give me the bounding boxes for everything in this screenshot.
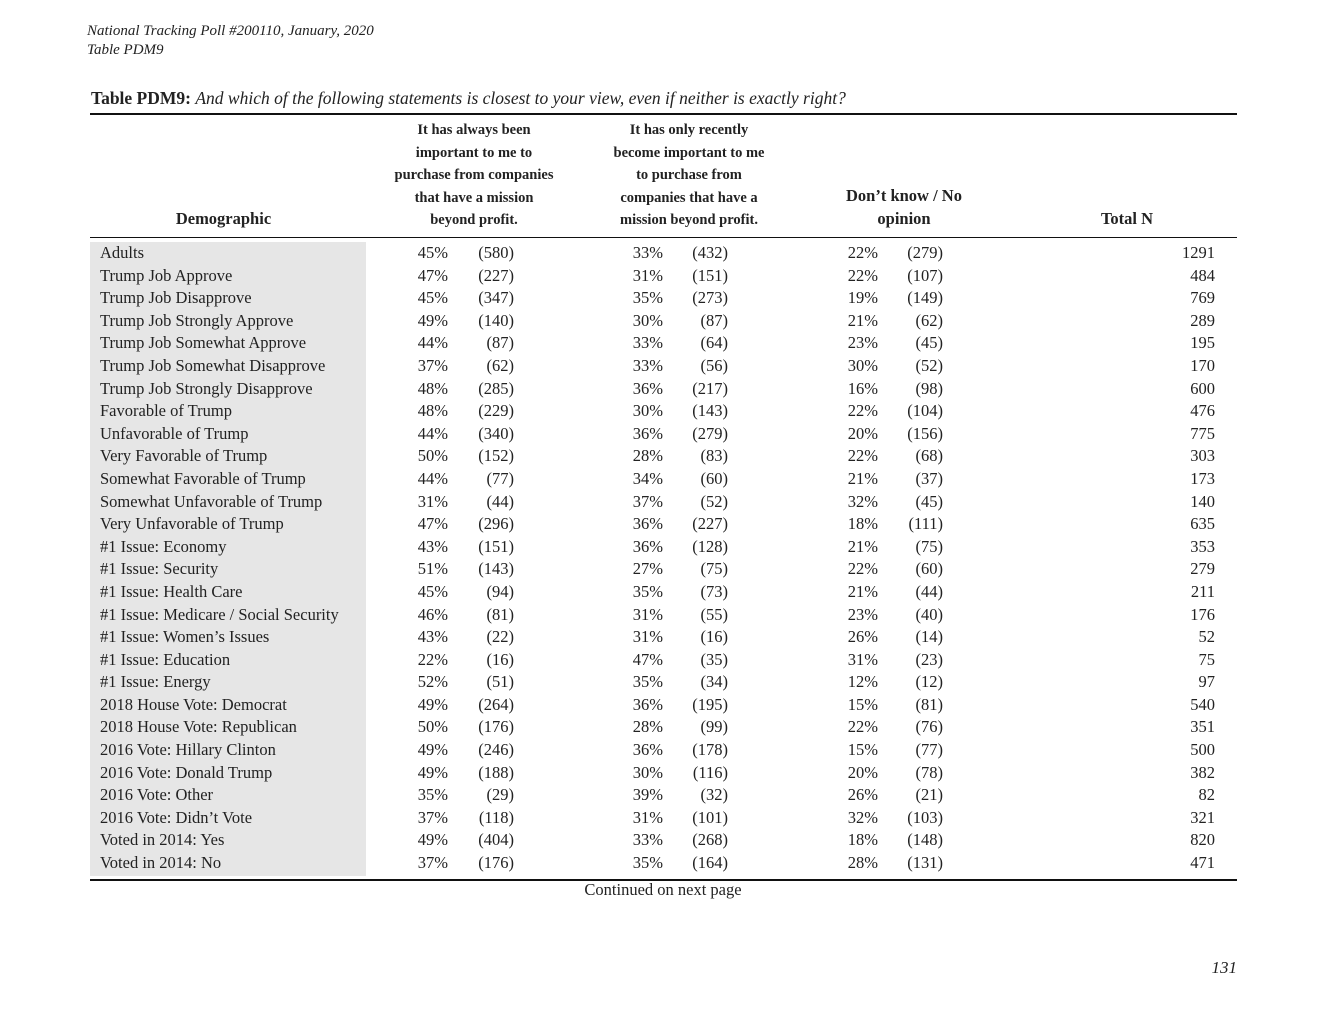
total-n: 82	[1198, 785, 1215, 805]
always-percent: 52%	[417, 672, 448, 692]
table-row	[0, 807, 1320, 830]
dontknow-percent: 28%	[847, 853, 878, 873]
dontknow-percent: 18%	[847, 830, 878, 850]
recently-count: (35)	[700, 649, 728, 669]
dontknow-count: (62)	[915, 310, 943, 330]
dontknow-percent: 32%	[847, 491, 878, 511]
table-row	[0, 355, 1320, 378]
recently-count: (52)	[700, 491, 728, 511]
demographic-label: Trump Job Strongly Approve	[100, 310, 294, 330]
header-rule	[90, 237, 1237, 238]
table-row	[0, 626, 1320, 649]
total-n: 289	[1190, 310, 1215, 330]
dontknow-percent: 26%	[847, 627, 878, 647]
always-percent: 51%	[417, 559, 448, 579]
dontknow-percent: 21%	[847, 468, 878, 488]
table-row	[0, 581, 1320, 604]
always-percent: 45%	[417, 288, 448, 308]
table-row	[0, 242, 1320, 265]
always-count: (246)	[478, 740, 514, 760]
always-percent: 49%	[417, 830, 448, 850]
always-percent: 43%	[417, 627, 448, 647]
always-count: (151)	[478, 536, 514, 556]
recently-count: (73)	[700, 581, 728, 601]
recently-percent: 37%	[632, 491, 663, 511]
always-count: (404)	[478, 830, 514, 850]
recently-count: (273)	[692, 288, 728, 308]
table-row	[0, 852, 1320, 875]
dontknow-count: (21)	[915, 785, 943, 805]
dontknow-percent: 15%	[847, 694, 878, 714]
always-percent: 37%	[417, 355, 448, 375]
table-row	[0, 445, 1320, 468]
table-row	[0, 491, 1320, 514]
recently-count: (34)	[700, 672, 728, 692]
dontknow-percent: 20%	[847, 423, 878, 443]
total-n: 484	[1190, 265, 1215, 285]
table-row	[0, 332, 1320, 355]
dontknow-count: (131)	[907, 853, 943, 873]
caption-question: And which of the following statements is closest to your view, even if neither is exactly right?	[195, 88, 846, 108]
dontknow-count: (149)	[907, 288, 943, 308]
header-demographic: Demographic	[175, 209, 272, 228]
always-percent: 43%	[417, 536, 448, 556]
demographic-label: #1 Issue: Economy	[100, 536, 227, 556]
total-n: 600	[1190, 378, 1215, 398]
demographic-label: Trump Job Somewhat Approve	[100, 333, 307, 353]
dontknow-count: (103)	[907, 807, 943, 827]
table-row	[0, 671, 1320, 694]
demographic-label: 2016 Vote: Hillary Clinton	[100, 740, 276, 760]
total-n: 279	[1190, 559, 1215, 579]
total-n: 476	[1190, 401, 1215, 421]
demographic-label: Somewhat Favorable of Trump	[100, 468, 306, 488]
dontknow-percent: 23%	[847, 333, 878, 353]
total-n: 173	[1190, 468, 1215, 488]
recently-count: (151)	[692, 265, 728, 285]
recently-percent: 36%	[632, 740, 663, 760]
always-count: (87)	[486, 333, 514, 353]
dontknow-percent: 22%	[847, 265, 878, 285]
running-head	[87, 22, 374, 60]
recently-percent: 34%	[632, 468, 663, 488]
always-percent: 49%	[417, 740, 448, 760]
recently-percent: 27%	[632, 559, 663, 579]
dontknow-percent: 32%	[847, 807, 878, 827]
header-dont-know: Don’t know / No opinion	[846, 186, 962, 228]
dontknow-percent: 22%	[847, 559, 878, 579]
demographic-label: #1 Issue: Health Care	[100, 581, 243, 601]
always-count: (176)	[478, 717, 514, 737]
dontknow-count: (156)	[907, 423, 943, 443]
recently-percent: 36%	[632, 423, 663, 443]
table-body	[0, 242, 1320, 875]
table-row	[0, 400, 1320, 423]
always-percent: 46%	[417, 604, 448, 624]
recently-percent: 31%	[632, 807, 663, 827]
table-row	[0, 829, 1320, 852]
total-n: 52	[1198, 627, 1215, 647]
always-percent: 45%	[417, 581, 448, 601]
always-count: (94)	[486, 581, 514, 601]
recently-percent: 39%	[632, 785, 663, 805]
always-percent: 44%	[417, 468, 448, 488]
dontknow-percent: 16%	[847, 378, 878, 398]
recently-percent: 33%	[632, 355, 663, 375]
total-n: 635	[1190, 514, 1215, 534]
always-count: (264)	[478, 694, 514, 714]
dontknow-percent: 21%	[847, 536, 878, 556]
always-count: (81)	[486, 604, 514, 624]
recently-percent: 35%	[632, 853, 663, 873]
total-n: 1291	[1182, 243, 1215, 262]
table-row	[0, 739, 1320, 762]
recently-count: (16)	[700, 627, 728, 647]
always-count: (152)	[478, 446, 514, 466]
table-row	[0, 468, 1320, 491]
dontknow-count: (111)	[908, 514, 943, 534]
total-n: 211	[1190, 581, 1215, 601]
recently-percent: 28%	[632, 717, 663, 737]
dontknow-count: (98)	[915, 378, 943, 398]
always-percent: 44%	[417, 333, 448, 353]
demographic-label: Trump Job Somewhat Disapprove	[100, 355, 326, 375]
demographic-label: #1 Issue: Education	[100, 649, 231, 669]
recently-percent: 30%	[632, 401, 663, 421]
always-percent: 49%	[417, 762, 448, 782]
table-row	[0, 558, 1320, 581]
dontknow-percent: 18%	[847, 514, 878, 534]
always-percent: 49%	[417, 310, 448, 330]
recently-count: (268)	[692, 830, 728, 850]
recently-percent: 36%	[632, 514, 663, 534]
recently-count: (178)	[692, 740, 728, 760]
recently-percent: 31%	[632, 604, 663, 624]
table-row	[0, 513, 1320, 536]
recently-count: (55)	[700, 604, 728, 624]
dontknow-count: (45)	[915, 491, 943, 511]
always-count: (118)	[478, 807, 514, 827]
total-n: 820	[1190, 830, 1215, 850]
total-n: 351	[1190, 717, 1215, 737]
recently-percent: 36%	[632, 378, 663, 398]
recently-count: (143)	[692, 401, 728, 421]
recently-count: (116)	[692, 762, 728, 782]
total-n: 195	[1190, 333, 1215, 353]
dontknow-percent: 19%	[847, 288, 878, 308]
always-count: (296)	[478, 514, 514, 534]
continued-note: Continued on next page	[584, 880, 742, 899]
recently-percent: 30%	[632, 310, 663, 330]
dontknow-count: (78)	[915, 762, 943, 782]
recently-percent: 31%	[632, 265, 663, 285]
always-percent: 50%	[417, 446, 448, 466]
dontknow-percent: 20%	[847, 762, 878, 782]
total-n: 75	[1198, 649, 1215, 669]
total-n: 140	[1190, 491, 1215, 511]
recently-percent: 35%	[632, 581, 663, 601]
recently-count: (432)	[692, 243, 728, 262]
table-row	[0, 536, 1320, 559]
recently-percent: 35%	[632, 672, 663, 692]
recently-count: (60)	[700, 468, 728, 488]
demographic-label: Trump Job Approve	[100, 265, 233, 285]
demographic-label: Voted in 2014: Yes	[100, 830, 225, 850]
table-row	[0, 287, 1320, 310]
recently-count: (32)	[700, 785, 728, 805]
poll-title: National Tracking Poll #200110, January, 2020	[87, 23, 374, 39]
always-count: (44)	[486, 491, 514, 511]
recently-percent: 47%	[632, 649, 663, 669]
demographic-label: Unfavorable of Trump	[100, 423, 249, 443]
recently-percent: 36%	[632, 536, 663, 556]
recently-percent: 33%	[632, 243, 663, 262]
dontknow-percent: 31%	[847, 649, 878, 669]
caption-label: Table PDM9:	[91, 88, 191, 108]
always-count: (16)	[486, 649, 514, 669]
dontknow-count: (75)	[915, 536, 943, 556]
dontknow-percent: 22%	[847, 717, 878, 737]
dontknow-count: (279)	[907, 243, 943, 262]
recently-count: (217)	[692, 378, 728, 398]
demographic-label: Very Favorable of Trump	[100, 446, 268, 466]
always-count: (580)	[478, 243, 514, 262]
recently-percent: 36%	[632, 694, 663, 714]
demographic-label: #1 Issue: Medicare / Social Security	[100, 604, 339, 624]
always-percent: 37%	[417, 853, 448, 873]
always-percent: 37%	[417, 807, 448, 827]
total-n: 97	[1198, 672, 1215, 692]
demographic-label: 2016 Vote: Donald Trump	[100, 762, 273, 782]
dontknow-percent: 22%	[847, 243, 878, 262]
recently-percent: 35%	[632, 288, 663, 308]
recently-count: (83)	[700, 446, 728, 466]
total-n: 382	[1190, 762, 1215, 782]
dontknow-percent: 22%	[847, 446, 878, 466]
header-total-n: Total N	[1100, 209, 1154, 228]
always-percent: 45%	[417, 243, 448, 262]
table-caption	[91, 88, 846, 109]
table-row	[0, 649, 1320, 672]
page-number: 131	[1211, 958, 1237, 977]
always-count: (229)	[478, 401, 514, 421]
table-row	[0, 378, 1320, 401]
recently-count: (164)	[692, 853, 728, 873]
demographic-label: Somewhat Unfavorable of Trump	[100, 491, 323, 511]
total-n: 540	[1190, 694, 1215, 714]
recently-percent: 33%	[632, 333, 663, 353]
demographic-label: Adults	[100, 243, 145, 262]
table-row	[0, 265, 1320, 288]
demographic-label: #1 Issue: Energy	[100, 672, 211, 692]
recently-count: (56)	[700, 355, 728, 375]
dontknow-count: (44)	[915, 581, 943, 601]
table-row	[0, 784, 1320, 807]
table-row	[0, 716, 1320, 739]
dontknow-percent: 21%	[847, 581, 878, 601]
dontknow-count: (52)	[915, 355, 943, 375]
table-id: Table PDM9	[87, 42, 164, 58]
dontknow-count: (37)	[915, 468, 943, 488]
always-count: (143)	[478, 559, 514, 579]
always-percent: 48%	[417, 378, 448, 398]
dontknow-count: (14)	[915, 627, 943, 647]
always-percent: 48%	[417, 401, 448, 421]
always-count: (62)	[486, 355, 514, 375]
demographic-label: 2018 House Vote: Democrat	[100, 694, 287, 714]
dontknow-count: (68)	[915, 446, 943, 466]
always-count: (22)	[486, 627, 514, 647]
total-n: 170	[1190, 355, 1215, 375]
demographic-label: 2016 Vote: Other	[100, 785, 214, 805]
dontknow-count: (60)	[915, 559, 943, 579]
dontknow-count: (45)	[915, 333, 943, 353]
always-count: (227)	[478, 265, 514, 285]
dontknow-count: (77)	[915, 740, 943, 760]
dontknow-count: (81)	[915, 694, 943, 714]
recently-percent: 33%	[632, 830, 663, 850]
total-n: 176	[1190, 604, 1215, 624]
total-n: 500	[1190, 740, 1215, 760]
dontknow-count: (76)	[915, 717, 943, 737]
dontknow-percent: 15%	[847, 740, 878, 760]
dontknow-count: (40)	[915, 604, 943, 624]
recently-count: (101)	[692, 807, 728, 827]
demographic-label: Trump Job Disapprove	[100, 288, 252, 308]
dontknow-percent: 22%	[847, 401, 878, 421]
recently-count: (128)	[692, 536, 728, 556]
total-n: 303	[1190, 446, 1215, 466]
recently-count: (87)	[700, 310, 728, 330]
demographic-label: Very Unfavorable of Trump	[100, 514, 284, 534]
dontknow-count: (104)	[907, 401, 943, 421]
always-count: (188)	[478, 762, 514, 782]
dontknow-count: (107)	[907, 265, 943, 285]
always-percent: 22%	[417, 649, 448, 669]
always-percent: 50%	[417, 717, 448, 737]
recently-count: (75)	[700, 559, 728, 579]
always-percent: 31%	[417, 491, 448, 511]
recently-count: (279)	[692, 423, 728, 443]
demographic-label: Favorable of Trump	[100, 401, 232, 421]
table-row	[0, 423, 1320, 446]
always-count: (77)	[486, 468, 514, 488]
total-n: 769	[1190, 288, 1215, 308]
dontknow-percent: 23%	[847, 604, 878, 624]
total-n: 471	[1190, 853, 1215, 873]
recently-count: (195)	[692, 694, 728, 714]
table-row	[0, 762, 1320, 785]
demographic-label: Trump Job Strongly Disapprove	[100, 378, 313, 398]
header-always-important: It has always been important to me to purchase from companies that have a mission beyond profit.	[394, 122, 554, 228]
always-percent: 44%	[417, 423, 448, 443]
always-percent: 47%	[417, 265, 448, 285]
always-count: (29)	[486, 785, 514, 805]
demographic-label: Voted in 2014: No	[100, 853, 222, 873]
recently-count: (227)	[692, 514, 728, 534]
table-row	[0, 310, 1320, 333]
always-percent: 47%	[417, 514, 448, 534]
total-n: 775	[1190, 423, 1215, 443]
header-recently-important: It has only recently become important to me to purchase from companies that have a mission beyond profit.	[613, 122, 765, 228]
demographic-label: #1 Issue: Women’s Issues	[100, 627, 270, 647]
table-row	[0, 694, 1320, 717]
demographic-label: 2018 House Vote: Republican	[100, 717, 297, 737]
always-count: (285)	[478, 378, 514, 398]
dontknow-percent: 12%	[847, 672, 878, 692]
recently-percent: 30%	[632, 762, 663, 782]
recently-count: (64)	[700, 333, 728, 353]
recently-percent: 31%	[632, 627, 663, 647]
always-count: (340)	[478, 423, 514, 443]
dontknow-percent: 26%	[847, 785, 878, 805]
always-percent: 35%	[417, 785, 448, 805]
demographic-label: #1 Issue: Security	[100, 559, 219, 579]
always-count: (176)	[478, 853, 514, 873]
dontknow-count: (12)	[915, 672, 943, 692]
dontknow-count: (148)	[907, 830, 943, 850]
recently-count: (99)	[700, 717, 728, 737]
dontknow-percent: 21%	[847, 310, 878, 330]
total-n: 321	[1190, 807, 1215, 827]
always-percent: 49%	[417, 694, 448, 714]
table-row	[0, 604, 1320, 627]
demographic-label: 2016 Vote: Didn’t Vote	[100, 807, 253, 827]
always-count: (140)	[478, 310, 514, 330]
recently-percent: 28%	[632, 446, 663, 466]
always-count: (51)	[486, 672, 514, 692]
total-n: 353	[1190, 536, 1215, 556]
dontknow-percent: 30%	[847, 355, 878, 375]
top-rule	[90, 113, 1237, 115]
dontknow-count: (23)	[915, 649, 943, 669]
always-count: (347)	[478, 288, 514, 308]
